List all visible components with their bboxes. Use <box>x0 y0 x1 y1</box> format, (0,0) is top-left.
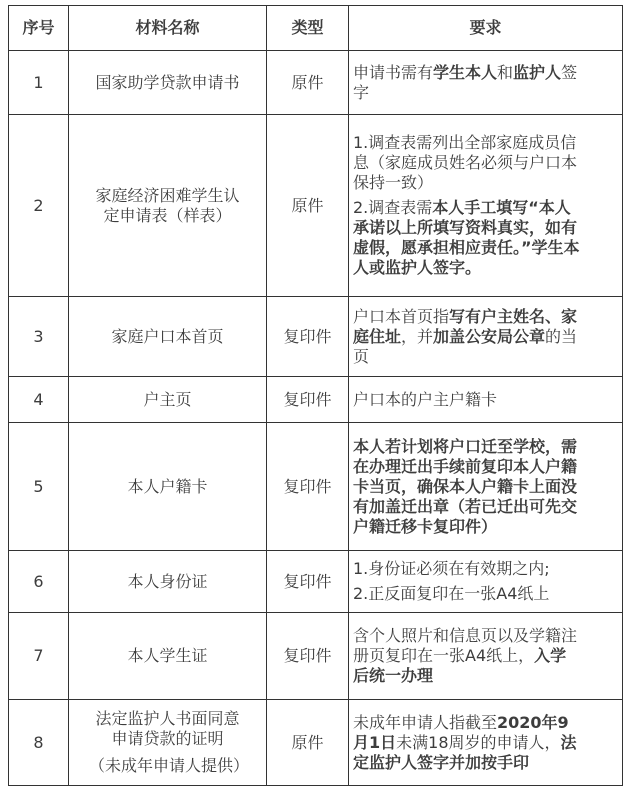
type-cell: 原件 <box>267 700 349 786</box>
header-type: 类型 <box>267 6 349 51</box>
table-row <box>9 297 623 377</box>
table-row <box>9 551 623 613</box>
requirement-text <box>353 198 580 278</box>
table-row <box>9 613 623 700</box>
table-row <box>9 51 623 115</box>
table-header <box>9 6 623 51</box>
material-name-text: 本人身份证 <box>127 571 208 591</box>
requirement-run: 2.正反面复印在一张A4纸上 <box>353 584 550 603</box>
requirements-cell <box>349 613 623 700</box>
requirement-run: 的当页 <box>353 326 578 366</box>
table-row <box>9 115 623 297</box>
material-name-text: 法定监护人书面同意申请贷款的证明 <box>95 709 240 748</box>
serial-number-cell: 7 <box>9 613 69 700</box>
type-cell: 复印件 <box>267 551 349 613</box>
requirement-run: 1.身份证必须在有效期之内; <box>353 559 550 578</box>
requirement-run: 含个人照片和信息页以及学籍注册页复印在一张A4纸上， <box>353 626 578 665</box>
requirement-run: 户口本首页指 <box>353 306 450 326</box>
requirement-run: 户口本的户主户籍卡 <box>353 389 498 409</box>
requirement-run: 1.调查表需列出全部家庭成员信息（家庭成员姓名必须与户口本保持一致） <box>353 133 578 192</box>
material-name-cell <box>69 551 267 613</box>
requirement-bold-run: 监护人 <box>513 62 562 82</box>
material-name-cell <box>69 51 267 115</box>
table-row <box>9 423 623 551</box>
table-row <box>9 377 623 423</box>
requirement-bold-run: 加盖公安局公章 <box>433 326 546 346</box>
header-serial-number: 序号 <box>9 6 69 51</box>
materials-table <box>8 5 623 786</box>
requirement-text <box>353 626 580 686</box>
table-row <box>9 700 623 786</box>
requirement-run: 2.调查表需 <box>353 198 433 217</box>
requirement-run: 签字 <box>353 62 578 102</box>
material-name-text: 本人户籍卡 <box>127 476 208 496</box>
serial-number-cell: 8 <box>9 700 69 786</box>
material-name-text: 家庭经济困难学生认定申请表（样表） <box>95 185 240 225</box>
requirement-run: 申请书需有 <box>353 62 434 82</box>
requirement-bold-run: 学生本人 <box>433 62 498 82</box>
requirement-run: 未满18周岁的申请人， <box>396 732 561 752</box>
material-name-cell <box>69 377 267 423</box>
serial-number-cell: 1 <box>9 51 69 115</box>
type-cell: 原件 <box>267 51 349 115</box>
material-name-cell <box>69 613 267 700</box>
requirement-text <box>353 584 580 604</box>
table-body <box>9 51 623 786</box>
requirement-run: ，并 <box>401 326 434 346</box>
serial-number-cell: 6 <box>9 551 69 613</box>
requirement-bold-run: 法定监护人签字并加按手印 <box>353 732 577 772</box>
requirement-bold-run: 写有户主姓名、家庭住址 <box>353 306 578 346</box>
requirements-cell <box>349 700 623 786</box>
requirement-text <box>353 559 580 579</box>
requirement-bold-run: 本人若计划将户口迁至学校，需在办理迁出手续前复印本人户籍卡当页，确保本人户籍卡上面没有加盖迁出章（若已迁出可先交户籍迁移卡复印件） <box>353 436 578 536</box>
material-name-text: 家庭户口本首页 <box>111 326 224 346</box>
requirements-cell <box>349 51 623 115</box>
material-name-cell <box>69 115 267 297</box>
material-name-text: 本人学生证 <box>127 646 208 665</box>
serial-number-cell: 5 <box>9 423 69 551</box>
material-name-cell <box>69 423 267 551</box>
requirements-cell <box>349 297 623 377</box>
requirement-text <box>353 63 580 103</box>
material-name-cell <box>69 297 267 377</box>
requirement-text <box>353 390 580 410</box>
serial-number-cell: 3 <box>9 297 69 377</box>
requirement-text <box>353 713 580 773</box>
requirements-cell <box>349 115 623 297</box>
requirement-text <box>353 133 580 193</box>
type-cell: 复印件 <box>267 423 349 551</box>
requirements-cell <box>349 423 623 551</box>
header-row <box>9 6 623 51</box>
requirement-run: 未成年申请人指截至 <box>353 712 498 732</box>
header-material-name: 材料名称 <box>69 6 267 51</box>
type-cell: 复印件 <box>267 613 349 700</box>
requirement-bold-run: 入学后统一办理 <box>353 646 567 685</box>
requirements-cell <box>349 377 623 423</box>
requirement-text <box>353 307 580 367</box>
material-name-text: 户主页 <box>143 389 192 409</box>
material-name-cell <box>69 700 267 786</box>
header-requirements: 要求 <box>349 6 623 51</box>
type-cell: 复印件 <box>267 377 349 423</box>
material-name-text: 国家助学贷款申请书 <box>95 72 240 92</box>
type-cell: 复印件 <box>267 297 349 377</box>
requirement-bold-run: 本人手工填写“本人承诺以上所填写资料真实，如有虚假，愿承担相应责任。”学生本人或监护人签字。 <box>353 198 580 277</box>
requirement-text <box>353 437 580 537</box>
requirement-bold-run: 2020年9月1日 <box>353 712 569 752</box>
requirements-cell <box>349 551 623 613</box>
serial-number-cell: 4 <box>9 377 69 423</box>
serial-number-cell: 2 <box>9 115 69 297</box>
material-name-text: （未成年申请人提供） <box>89 756 250 775</box>
type-cell: 原件 <box>267 115 349 297</box>
requirement-run: 和 <box>497 62 514 82</box>
